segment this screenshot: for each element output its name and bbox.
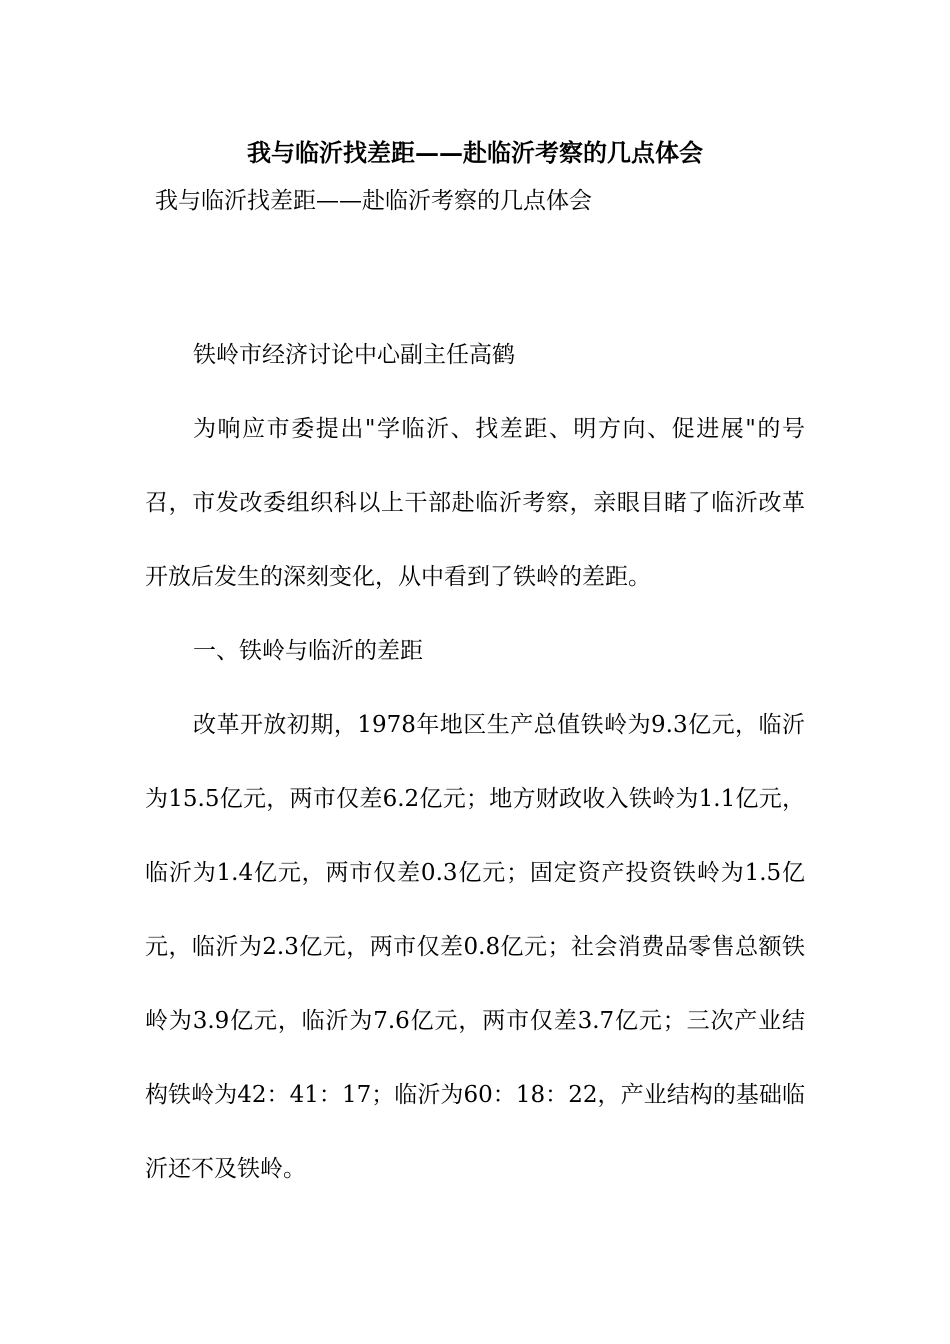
section-heading: 一、铁岭与临沂的差距 <box>193 638 423 664</box>
document-title: 我与临沂找差距——赴临沂考察的几点体会 <box>247 138 703 167</box>
document-subtitle: 我与临沂找差距——赴临沂考察的几点体会 <box>155 188 592 214</box>
paragraph-intro: 为响应市委提出"学临沂、找差距、明方向、促进展"的号召，市发改委组织科以上干部赴临沂考察，亲眼目睹了临沂改革开放后发生的深刻变化，从中看到了铁岭的差距。 <box>145 416 805 590</box>
author-line: 铁岭市经济讨论中心副主任高鹤 <box>193 342 515 368</box>
paragraph-comparison: 改革开放初期，1978年地区生产总值铁岭为9.3亿元，临沂为15.5亿元，两市仅差6.2亿元；地方财政收入铁岭为1.1亿元，临沂为1.4亿元，两市仅差0.3亿元；固定资产投资铁岭为1.5亿元，临沂为2.3亿元，两市仅差0.8亿元；社会消费品零售总额铁岭为3.9亿元，临沂为7.6亿元，两市仅差3.7亿元；三次产业结构铁岭为42：41：17；临沂为60：18：22，产业结构的基础临沂还不及铁岭。 <box>145 712 805 1182</box>
